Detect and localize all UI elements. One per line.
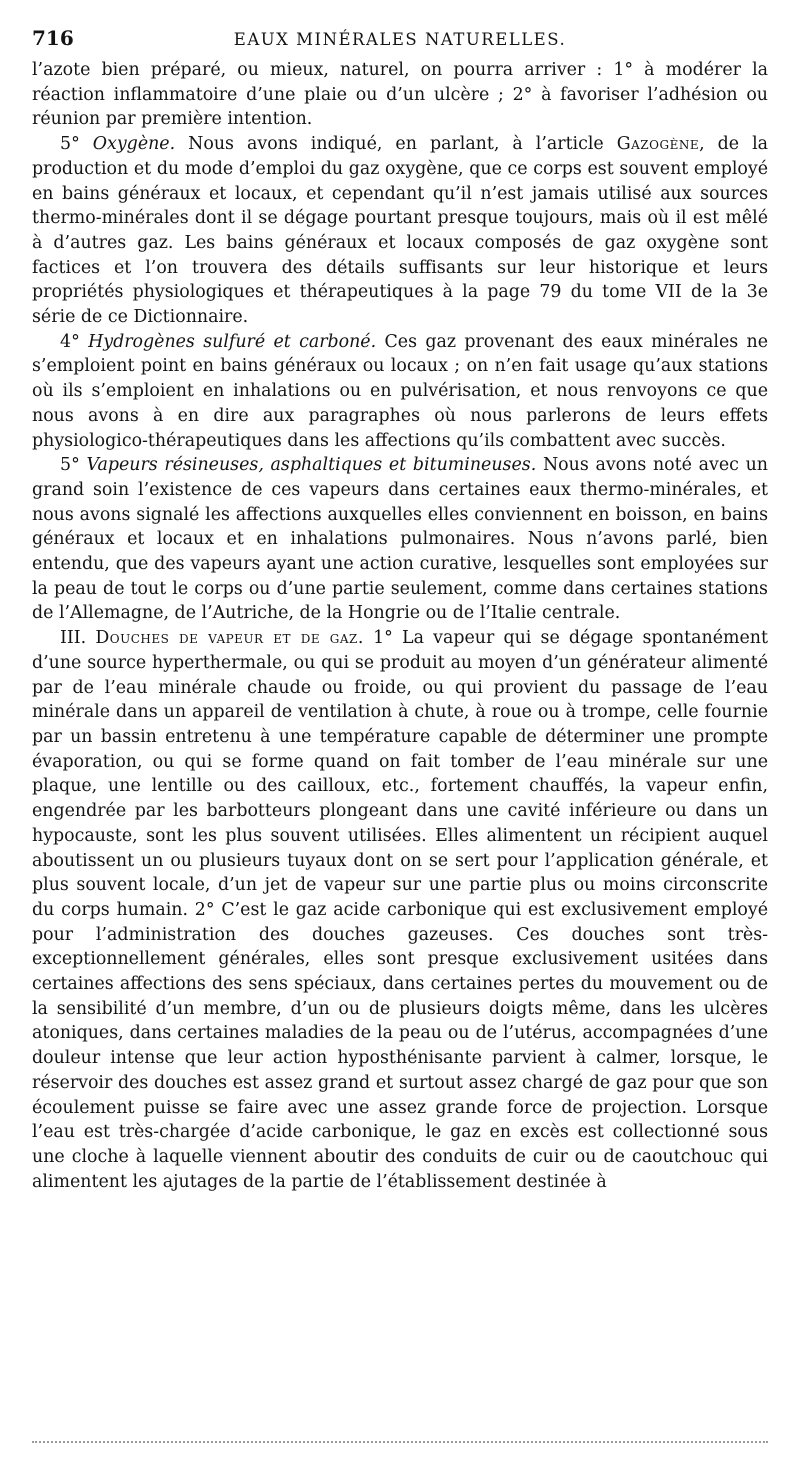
paragraph-number: 5° — [60, 134, 80, 155]
paragraph-oxygene — [32, 132, 768, 330]
paragraph-hydrogenes — [32, 330, 768, 454]
paragraph-text: Nous avons indiqué, en parlant, à l’article — [188, 134, 604, 155]
paragraph-number: 5° — [60, 455, 80, 476]
paragraph-number: 4° — [60, 331, 80, 352]
running-head — [32, 26, 768, 54]
page-number: 716 — [32, 26, 74, 50]
paragraph-title: Hydrogènes sulfuré et carboné. — [88, 331, 377, 352]
paragraph-text: l’azote bien préparé, ou mieux, naturel, on pourra arriver : 1° à modérer la réaction inflammatoire d’une plaie ou d’un ulcère ; 2° à favoriser l’adhésion ou réunion par première intention. — [32, 60, 768, 130]
running-title: EAUX MINÉRALES NATURELLES. — [233, 30, 567, 49]
body-text — [32, 58, 768, 1194]
paragraph-azote-continuation — [32, 58, 768, 132]
cross-reference: Gazogène — [616, 134, 700, 155]
paragraph-text: Nous avons noté avec un grand soin l’existence de ces vapeurs dans certaines eaux thermo-minérales, et nous avons signalé les affections auxquelles elles conviennent en boisson, en bains généraux et locaux et en inhalations pulmonaires. Nous n’avons parlé, bien entendu, que des vapeurs ayant une action curative, lesquelles sont employées sur la peau de tout le corps ou d’une partie seulement, comme dans certaines stations de l’Allemagne, de l’Autriche, de la Hongrie ou de l’Italie centrale. — [32, 455, 768, 624]
paragraph-text: 1° La vapeur qui se dégage spontanément d’une source hyperthermale, ou qui se produit au moyen d’un générateur alimenté par de l’eau minérale chaude ou froide, ou qui provient du passage de l’eau minérale dans un appareil de ventilation à chute, à roue ou à trompe, celle fournie par un bassin entretenu à une température capable de déterminer une prompte évaporation, ou qui se forme quand on fait tomber de l’eau minérale sur une plaque, une lentille ou des cailloux, etc., fortement chauffés, la vapeur enfin, engendrée par les barbotteurs plongeant dans une cavité inférieure ou dans un hypocauste, sont les plus souvent utilisées. Elles alimentent un récipient auquel aboutissent un ou plusieurs tuyaux dont on se sert pour l’application générale, et plus souvent locale, d’un jet de vapeur sur une partie plus ou moins circonscrite du corps humain. 2° C’est le gaz acide carbonique qui est exclusivement employé pour l’administration des douches gazeuses. Ces douches sont très-exceptionnellement générales, elles sont presque exclusivement usitées dans certaines affections des sens spéciaux, dans certaines pertes du mouvement ou de la sensibilité d’un membre, d’un ou de plusieurs doigts même, dans les ulcères atoniques, dans certaines maladies de la peau ou de l’utérus, accompagnées d’une douleur intense que leur action hyposthénisante parvient à calmer, lorsque, le réservoir des douches est assez grand et surtout assez chargé de gaz pour que son écoulement puisse se faire avec une assez grande force de projection. Lorsque l’eau est très-chargée d’acide carbonique, le gaz en excès est collectionné sous une cloche à laquelle viennent aboutir des conduits de cuir ou de caoutchouc qui alimentent les ajutages de la partie de l’établissement destinée à — [32, 628, 768, 1192]
paragraph-text: Ces gaz provenant des eaux minérales ne s’emploient point en bains généraux ou locaux ; on n’en fait usage qu’aux stations où ils s’emploient en inhalations ou en pulvérisation, et nous renvoyons ce que nous avons à en dire aux paragraphes où nous parlerons de leurs effets physiologico-thérapeutiques dans les affections qu’ils combattent avec succès. — [32, 331, 769, 451]
paragraph-vapeurs — [32, 453, 768, 626]
section-number: III. — [60, 628, 87, 649]
footer-rule — [32, 1441, 768, 1443]
paragraph-douches — [32, 626, 768, 1194]
paragraph-title: Vapeurs résineuses, asphaltiques et bitumineuses. — [86, 455, 537, 476]
paragraph-title: Oxygène. — [92, 134, 176, 155]
paragraph-text: , de la production et du mode d’emploi du gaz oxygène, que ce corps est souvent employé en bains généraux et locaux, et cependant qu’il n’est jamais utilisé aux sources thermo-minérales dont il se dégage pourtant presque toujours, mais où il est mêlé à d’autres gaz. Les bains généraux et locaux composés de gaz oxygène sont factices et l’on trouvera des détails suffisants sur leur historique et leurs propriétés physiologiques et thérapeutiques à la page 79 du tome VII de la 3e série de ce Dictionnaire. — [32, 134, 769, 328]
section-title: Douches de vapeur et de gaz. — [95, 628, 364, 649]
